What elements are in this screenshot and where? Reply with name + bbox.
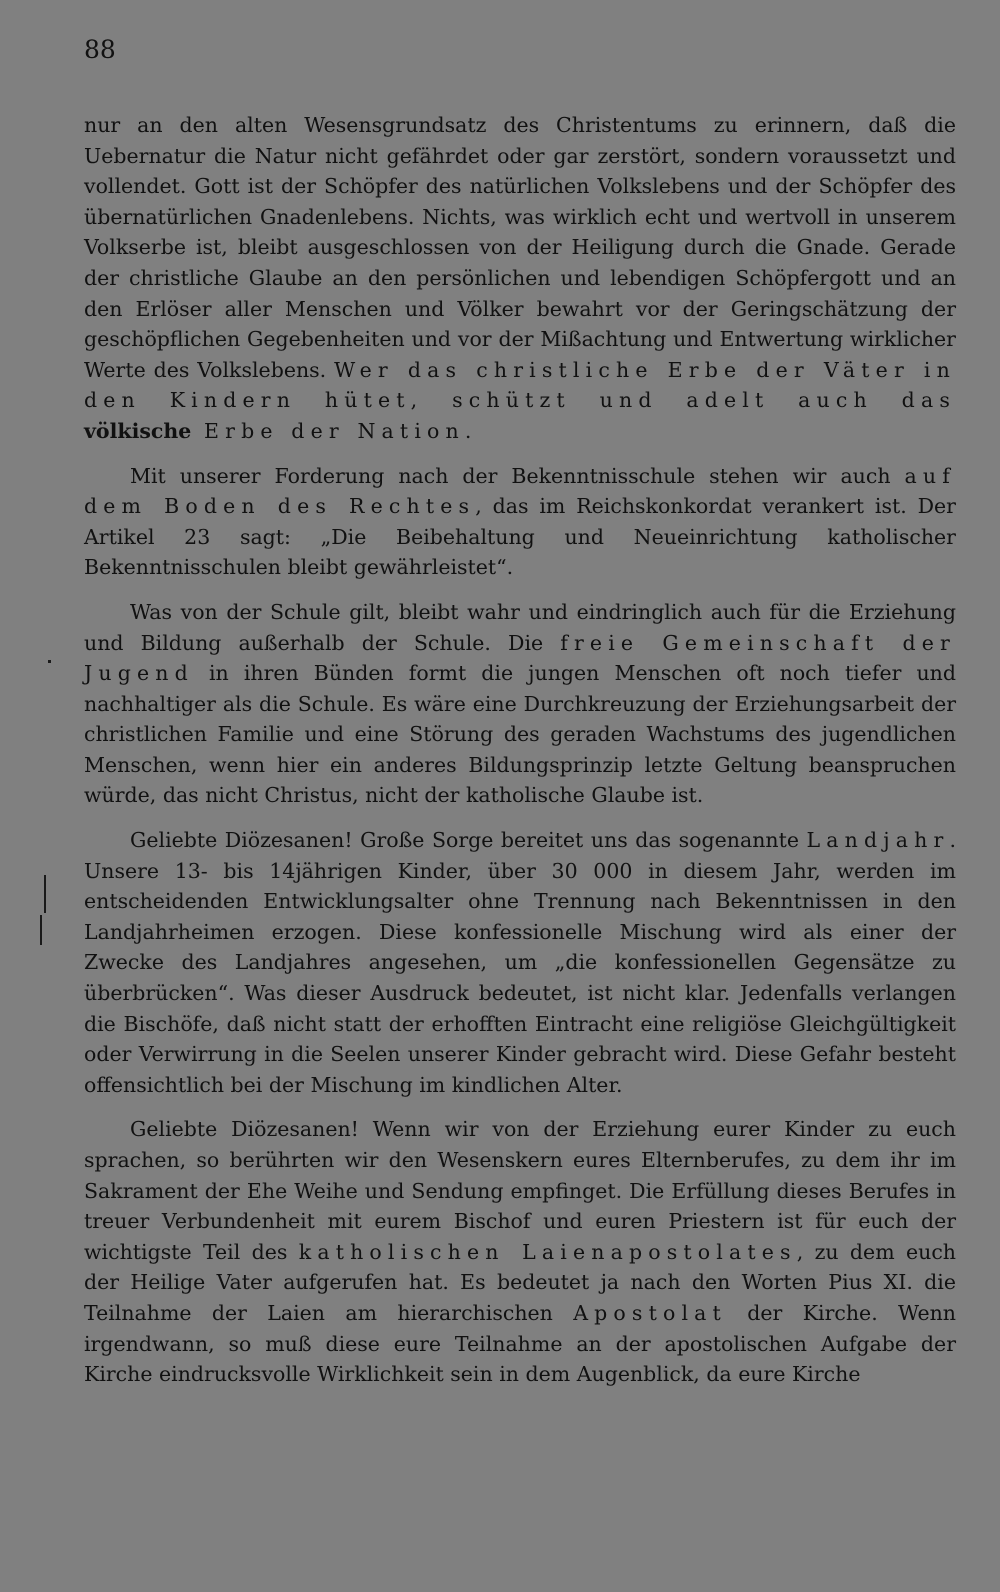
- text-segment: völkische: [84, 418, 192, 443]
- paragraph-p3: [84, 597, 956, 811]
- text-segment: auf dem Boden des Rechtes: [84, 463, 956, 519]
- text-segment: Was von der Schule gilt, bleibt wahr und eindringlich auch für die Erziehung und Bildung außerhalb der Schule. Die: [84, 599, 956, 655]
- text-segment: , das im Reichskonkordat verankert ist. Der Artikel 23 sagt: „Die Beibehaltung und Neueinrichtung katholischer Bekenntnisschulen bleibt gewährleistet“.: [84, 494, 956, 580]
- text-segment: nur an den alten Wesensgrundsatz des Christentums zu erinnern, daß die Uebernatur die Natur nicht gefährdet oder gar zerstört, sondern voraussetzt und vollendet. Gott ist der Schöpfer des natürlichen Volkslebens und der Schöpfer des übernatürlichen Gnadenlebens. Nichts, was wirklich echt und wertvoll in unserem Volkserbe ist, bleibt ausgeschlossen von der Heiligung durch die Gnade. Gerade der christliche Glaube an den persönlichen und lebendigen Schöpfergott und an den Erlöser aller Menschen und Völker bewahrt vor der Geringschätzung der geschöpflichen Gegebenheiten und vor der Mißachtung und Entwertung wirklicher Werte des Volkslebens.: [84, 113, 956, 382]
- margin-line-mark: [40, 915, 42, 945]
- text-segment: freie Gemeinschaft der Jugend: [84, 630, 956, 686]
- paragraph-p1: [84, 110, 956, 447]
- page-number: 88: [84, 35, 116, 64]
- text-segment: katholischen Laienapostolates: [298, 1239, 797, 1264]
- text-segment: Apostolat: [573, 1300, 727, 1325]
- text-segment: , zu dem euch der Heilige Vater aufgerufen hat. Es bedeutet ja nach den Worten Pius XI. die Teilnahme der Laien am hierarchischen: [84, 1239, 956, 1325]
- text-segment: . Unsere 13- bis 14jährigen Kinder, über 30 000 in diesem Jahr, werden im entscheidenden Entwicklungsalter ohne Trennung nach Bekenntnissen in den Landjahrheimen erzogen. Diese konfessionelle Mischung wird als einer der Zwecke des Landjahres angesehen, um „die konfessionellen Gegensätze zu überbrücken“. Was dieser Ausdruck bedeutet, ist nicht klar. Jedenfalls verlangen die Bischöfe, daß nicht statt der erhofften Eintracht eine religiöse Gleichgültigkeit oder Verwirrung in die Seelen unserer Kinder gebracht wird. Diese Gefahr besteht offensichtlich bei der Mischung im kindlichen Alter.: [84, 828, 956, 1097]
- book-page: [84, 30, 956, 1570]
- text-segment: Mit unserer Forderung nach der Bekenntnisschule stehen wir auch: [130, 463, 905, 488]
- text-segment: Landjahr: [806, 828, 950, 853]
- paragraph-p2: [84, 461, 956, 583]
- paragraph-p4: [84, 825, 956, 1100]
- text-segment: Geliebte Diözesanen! Große Sorge bereitet uns das sogenannte: [130, 828, 807, 853]
- paragraph-p5: [84, 1114, 956, 1389]
- text-segment: Erbe der Nation.: [191, 418, 478, 443]
- page-body: [84, 110, 956, 1390]
- margin-line-mark: [44, 875, 46, 913]
- text-segment: der Kirche. Wenn irgendwann, so muß diese eure Teilnahme an der apostolischen Aufgabe der Kirche eindrucksvolle Wirklichkeit sein in dem Augenblick, da eure Kirche: [84, 1300, 956, 1387]
- text-segment: in ihren Bünden formt die jungen Menschen oft noch tiefer und nachhaltiger als die Schule. Es wäre eine Durchkreuzung der Erziehungsarbeit der christlichen Familie und eine Störung des geraden Wachstums des jugendlichen Menschen, wenn hier ein anderes Bildungsprinzip letzte Geltung beanspruchen würde, das nicht Christus, nicht der katholische Glaube ist.: [84, 661, 956, 808]
- text-segment: Geliebte Diözesanen! Wenn wir von der Erziehung eurer Kinder zu euch sprachen, so berührten wir den Wesenskern eures Elternberufes, zu dem ihr im Sakrament der Ehe Weihe und Sendung empfinget. Die Erfüllung dieses Berufes in treuer Verbundenheit mit eurem Bischof und euren Priestern ist für euch der wichtigste Teil des: [84, 1117, 956, 1264]
- text-segment: Wer das christliche Erbe der Väter in den Kindern hütet, schützt und adelt auch das: [84, 357, 956, 413]
- margin-dot-mark: [48, 660, 51, 663]
